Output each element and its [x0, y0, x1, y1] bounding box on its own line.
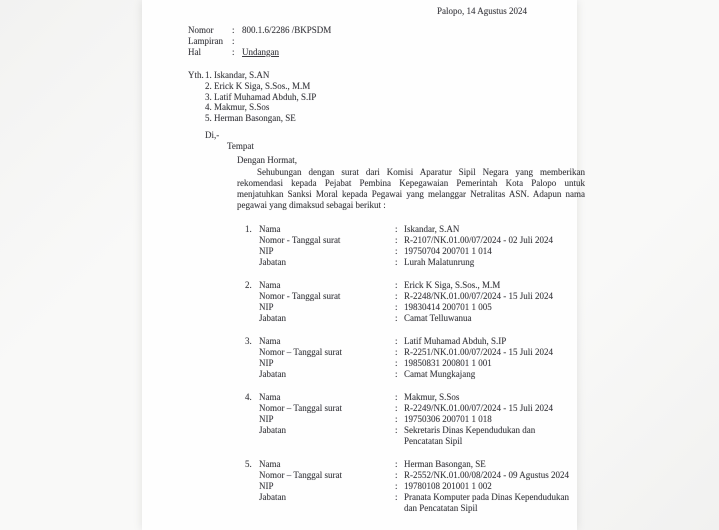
employee-field-label: Jabatan	[259, 492, 286, 502]
employee-row	[259, 425, 585, 447]
body-paragraph: Sehubungan dengan surat dari Komisi Aparatur Sipil Negara yang memberikan rekomendasi kepada Pejabat Pembina Kepegawaian Pemerintah Kota Palopo untuk menjatuhkan Sanksi Moral kepada Pegawai yang melanggar Netralitas ASN. Adapun nama pegawai yang dimaksud sebagai berikut :	[237, 167, 585, 210]
employee-field-value: 19750704 200701 1 014	[404, 246, 492, 256]
employee-field-value: 19750306 200701 1 018	[404, 414, 492, 424]
employee-item-2	[245, 280, 585, 324]
employee-field-value: Latif Muhamad Abduh, S.IP	[404, 336, 507, 346]
field-colon: :	[395, 235, 398, 245]
recipients-block	[188, 70, 316, 152]
employee-item-4	[245, 392, 585, 447]
employee-field-value: Iskandar, S.AN	[404, 224, 460, 234]
employee-field-label: Nama	[259, 224, 281, 234]
employee-row	[259, 492, 585, 514]
employee-row	[259, 392, 585, 403]
employee-row	[259, 291, 585, 302]
employee-field-value: R-2248/NK.01.00/07/2024 - 15 Juli 2024	[404, 291, 554, 301]
meta-row-nomor	[188, 25, 331, 36]
employee-field-value: 19850831 200801 1 001	[404, 358, 492, 368]
employee-field-label: Jabatan	[259, 425, 286, 435]
meta-colon: :	[232, 36, 235, 46]
employee-field-value: Herman Basongan, SE	[404, 459, 486, 469]
recipient-item: 5. Herman Basongan, SE	[205, 113, 296, 124]
employee-field-label: Nomor – Tanggal surat	[259, 470, 342, 480]
employee-row	[259, 403, 585, 414]
recipient-item: 4. Makmur, S.Sos	[205, 102, 270, 113]
field-colon: :	[395, 224, 398, 234]
field-colon: :	[395, 347, 398, 357]
field-colon: :	[395, 302, 398, 312]
employee-row	[259, 302, 585, 313]
meta-colon: :	[232, 25, 235, 35]
employee-number: 2.	[245, 280, 252, 290]
employee-number: 3.	[245, 336, 252, 346]
employee-field-label: NIP	[259, 358, 274, 368]
employee-field-label: Nomor - Tanggal surat	[259, 235, 341, 245]
employee-field-label: Jabatan	[259, 369, 286, 379]
meta-label: Lampiran	[188, 36, 223, 46]
employee-row	[259, 313, 585, 324]
employee-field-value: Camat Mungkajang	[404, 369, 476, 379]
field-colon: :	[395, 481, 398, 491]
field-colon: :	[395, 280, 398, 290]
employee-detail-rows	[259, 224, 585, 268]
field-colon: :	[395, 291, 398, 301]
employee-item-5	[245, 459, 585, 514]
employee-field-value: Sekretaris Dinas Kependudukan dan Pencatatan Sipil	[404, 425, 536, 446]
meta-value-nomor: 800.1.6/2286 /BKPSDM	[242, 25, 332, 35]
meta-colon: :	[232, 47, 235, 57]
field-colon: :	[395, 246, 398, 256]
employee-detail-rows	[259, 392, 585, 447]
field-colon: :	[395, 369, 398, 379]
employee-field-label: Jabatan	[259, 313, 286, 323]
field-colon: :	[395, 313, 398, 323]
employee-field-value: R-2552/NK.01.00/08/2024 - 09 Agustus 2024	[404, 470, 570, 480]
employee-detail-rows	[259, 336, 585, 380]
meta-value-hal: Undangan	[242, 47, 279, 57]
letter-page	[142, 0, 585, 530]
employee-field-value: Erick K Siga, S.Sos., M.M	[404, 280, 501, 290]
employee-row	[259, 414, 585, 425]
employee-field-label: Nama	[259, 459, 281, 469]
yth-label: Yth.	[188, 70, 204, 80]
field-colon: :	[395, 470, 398, 480]
employee-field-value: 19830414 200701 1 005	[404, 302, 492, 312]
recipient-item: 1. Iskandar, S.AN	[205, 70, 270, 80]
letter-meta-block	[188, 25, 331, 58]
employee-item-3	[245, 336, 585, 380]
employee-number: 1.	[245, 224, 252, 234]
employee-item-1	[245, 224, 585, 268]
field-colon: :	[395, 336, 398, 346]
employee-field-label: NIP	[259, 481, 274, 491]
employee-field-label: NIP	[259, 302, 274, 312]
employee-row	[259, 369, 585, 380]
employee-field-value: Pranata Komputer pada Dinas Kependudukan dan Pencatatan Sipil	[404, 492, 569, 513]
employee-row	[259, 470, 585, 481]
employee-field-value: Makmur, S.Sos	[404, 392, 460, 402]
meta-label: Hal	[188, 47, 201, 57]
meta-row-hal	[188, 47, 331, 58]
employee-field-label: NIP	[259, 246, 274, 256]
employee-row	[259, 481, 585, 492]
field-colon: :	[395, 403, 398, 413]
employee-row	[259, 280, 585, 291]
meta-label: Nomor	[188, 25, 214, 35]
letter-body	[237, 155, 585, 526]
meta-row-lampiran	[188, 36, 331, 47]
field-colon: :	[395, 459, 398, 469]
employee-field-label: Nama	[259, 336, 281, 346]
employee-detail-rows	[259, 280, 585, 324]
employee-row	[259, 358, 585, 369]
employee-field-value: Camat Telluwanua	[404, 313, 472, 323]
tempat-line: Tempat	[227, 141, 254, 152]
date-line: Palopo, 14 Agustus 2024	[436, 6, 527, 16]
employee-field-label: Nomor - Tanggal surat	[259, 291, 341, 301]
field-colon: :	[395, 425, 398, 435]
employee-list	[245, 224, 585, 514]
employee-field-value: R-2251/NK.01.00/07/2024 - 15 Juli 2024	[404, 347, 554, 357]
field-colon: :	[395, 392, 398, 402]
employee-field-value: R-2249/NK.01.00/07/2024 - 15 Juli 2024	[404, 403, 554, 413]
salutation: Dengan Hormat,	[237, 155, 297, 165]
employee-number: 5.	[245, 459, 252, 469]
employee-field-label: NIP	[259, 414, 274, 424]
employee-field-label: Nama	[259, 280, 281, 290]
recipient-item: 2. Erick K Siga, S.Sos., M.M	[205, 80, 311, 91]
employee-field-value: R-2107/NK.01.00/07/2024 - 02 Juli 2024	[404, 235, 554, 245]
employee-field-label: Nomor – Tanggal surat	[259, 403, 342, 413]
recipient-item: 3. Latif Muhamad Abduh, S.IP	[205, 91, 317, 102]
field-colon: :	[395, 414, 398, 424]
employee-row	[259, 224, 585, 235]
employee-field-label: Nama	[259, 392, 281, 402]
employee-field-value: 19780108 201001 1 002	[404, 481, 492, 491]
employee-row	[259, 336, 585, 347]
recipient-names	[205, 70, 316, 124]
di-line: Di,-	[205, 129, 220, 140]
employee-row	[259, 347, 585, 358]
employee-number: 4.	[245, 392, 252, 402]
employee-row	[259, 257, 585, 268]
employee-field-label: Nomor – Tanggal surat	[259, 347, 342, 357]
employee-field-label: Jabatan	[259, 257, 286, 267]
field-colon: :	[395, 358, 398, 368]
employee-row	[259, 235, 585, 246]
recipients-list	[188, 70, 316, 124]
field-colon: :	[395, 257, 398, 267]
employee-row	[259, 246, 585, 257]
employee-row	[259, 459, 585, 470]
employee-field-value: Lurah Malatunrung	[404, 257, 475, 267]
employee-detail-rows	[259, 459, 585, 514]
field-colon: :	[395, 492, 398, 502]
